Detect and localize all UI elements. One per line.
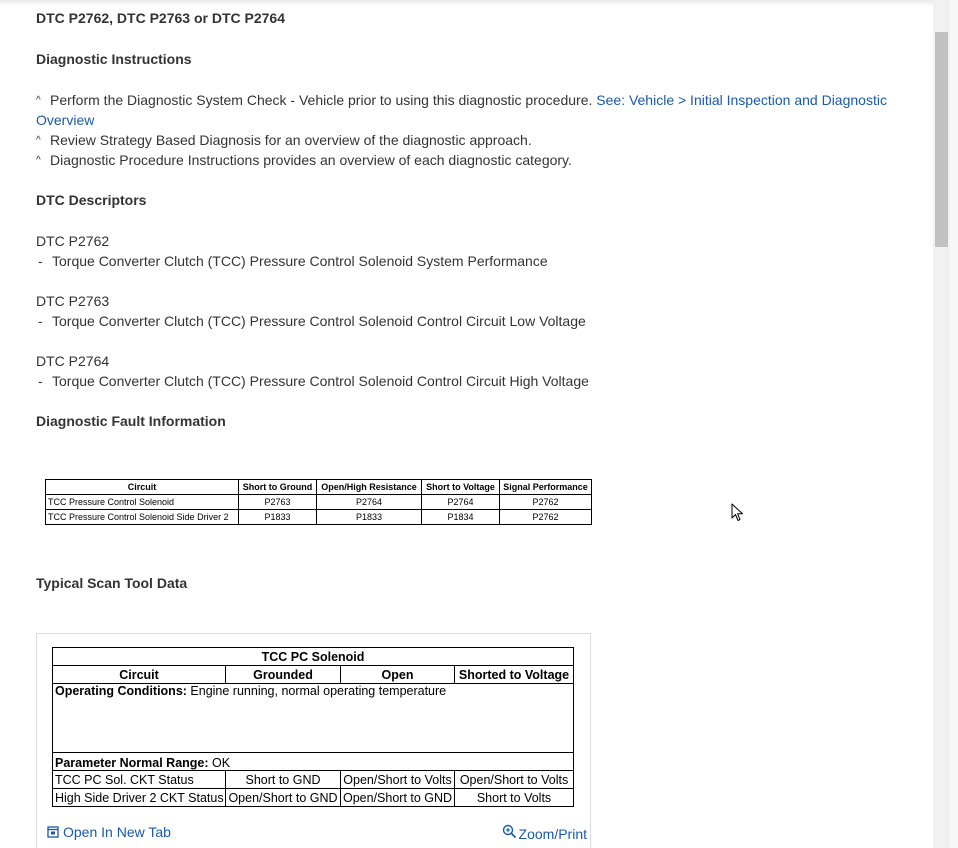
page-title: DTC P2762, DTC P2763 or DTC P2764 <box>36 10 285 26</box>
table-cell: P1834 <box>422 510 500 525</box>
column-header: Short to Ground <box>239 480 317 495</box>
caret-bullet: ^ <box>36 135 41 146</box>
scrollbar-thumb[interactable] <box>935 32 948 247</box>
dtc-description: - Torque Converter Clutch (TCC) Pressure Control Solenoid Control Circuit High Voltage <box>38 373 589 389</box>
dtc-descriptors-heading: DTC Descriptors <box>36 192 147 208</box>
table-cell: Open/Short to Volts <box>341 771 455 789</box>
table-header-row <box>46 480 592 495</box>
fault-information-table <box>45 479 592 525</box>
zoom-print-link[interactable]: Zoom/Print <box>502 824 587 842</box>
vertical-scrollbar[interactable] <box>933 0 950 848</box>
table-cell: Open/Short to Volts <box>455 771 574 789</box>
instruction-item: ^ Diagnostic Procedure Instructions provides an overview of each diagnostic category. <box>36 152 572 168</box>
table-cell: TCC Pressure Control Solenoid <box>46 495 239 510</box>
table-cell: P1833 <box>239 510 317 525</box>
column-header: Signal Performance <box>500 480 592 495</box>
scan-table-title: TCC PC Solenoid <box>53 648 574 666</box>
caret-bullet: ^ <box>36 155 41 166</box>
column-header: Open <box>341 666 455 684</box>
instruction-item: ^ Review Strategy Based Diagnosis for an overview of the diagnostic approach. <box>36 132 532 148</box>
initial-inspection-link[interactable]: See: Vehicle > Initial Inspection and Diagnostic <box>596 92 887 108</box>
open-new-tab-icon <box>47 826 59 838</box>
table-row <box>46 495 592 510</box>
table-cell: P2762 <box>500 495 592 510</box>
diagnostic-instructions-heading: Diagnostic Instructions <box>36 51 192 67</box>
figure-actions <box>47 824 587 844</box>
column-header: Grounded <box>226 666 341 684</box>
table-header-row <box>53 666 574 684</box>
window-edge <box>950 0 958 848</box>
mouse-pointer-icon <box>731 503 745 523</box>
caret-bullet: ^ <box>36 95 41 106</box>
diagnostic-fault-information-heading: Diagnostic Fault Information <box>36 413 226 429</box>
parameter-range-cell: Parameter Normal Range: OK <box>53 753 574 771</box>
table-cell: P1833 <box>317 510 422 525</box>
dtc-code: DTC P2763 <box>36 293 110 309</box>
table-cell: P2764 <box>422 495 500 510</box>
dtc-description: - Torque Converter Clutch (TCC) Pressure Control Solenoid System Performance <box>38 253 548 269</box>
table-cell: P2762 <box>500 510 592 525</box>
typical-scan-tool-data-heading: Typical Scan Tool Data <box>36 575 188 591</box>
table-cell: Short to GND <box>226 771 341 789</box>
table-cell: Open/Short to GND <box>341 789 455 807</box>
table-cell: Open/Short to GND <box>226 789 341 807</box>
table-row <box>53 771 574 789</box>
table-cell: TCC PC Sol. CKT Status <box>53 771 226 789</box>
table-cell: High Side Driver 2 CKT Status <box>53 789 226 807</box>
instruction-item: ^ Perform the Diagnostic System Check - Vehicle prior to using this diagnostic procedure. See: Vehicle > Initial Inspection and Diagnostic <box>36 92 887 108</box>
column-header: Open/High Resistance <box>317 480 422 495</box>
table-cell: P2764 <box>317 495 422 510</box>
magnifier-icon <box>502 824 517 839</box>
document-content <box>36 0 916 848</box>
column-header: Circuit <box>53 666 226 684</box>
dtc-code: DTC P2764 <box>36 353 110 369</box>
table-row <box>53 789 574 807</box>
table-cell: P2763 <box>239 495 317 510</box>
dtc-code: DTC P2762 <box>36 233 110 249</box>
table-cell: Short to Volts <box>455 789 574 807</box>
initial-inspection-link-continuation[interactable]: Overview <box>36 112 95 128</box>
column-header: Short to Voltage <box>422 480 500 495</box>
column-header: Circuit <box>46 480 239 495</box>
dtc-description: - Torque Converter Clutch (TCC) Pressure Control Solenoid Control Circuit Low Voltage <box>38 313 586 329</box>
scan-tool-data-figure <box>36 633 591 848</box>
table-cell: TCC Pressure Control Solenoid Side Driver 2 <box>46 510 239 525</box>
scan-tool-data-table <box>52 647 574 807</box>
operating-conditions-cell: Operating Conditions: Engine running, normal operating temperature <box>53 684 574 753</box>
column-header: Shorted to Voltage <box>455 666 574 684</box>
table-row <box>46 510 592 525</box>
open-in-new-tab-link[interactable]: Open In New Tab <box>47 824 171 840</box>
